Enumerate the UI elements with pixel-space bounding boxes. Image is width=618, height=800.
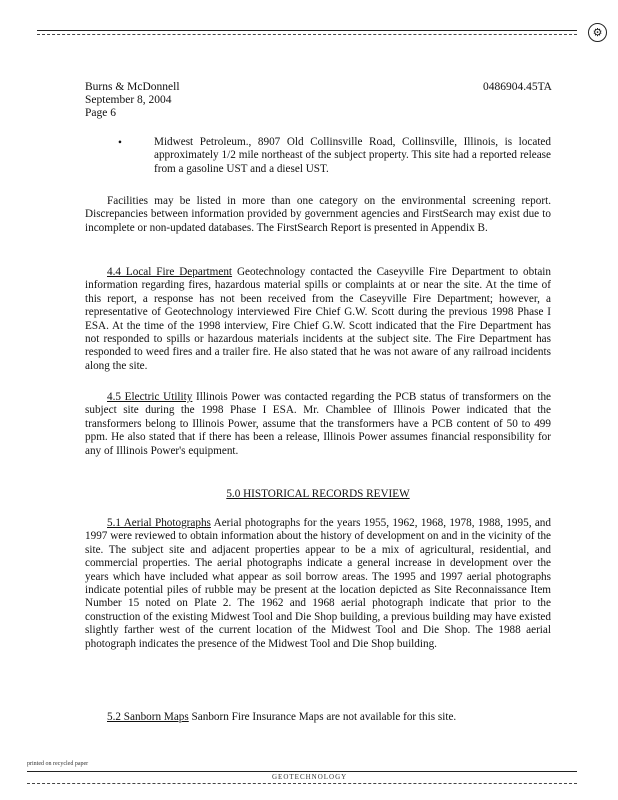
letterhead [85, 81, 180, 121]
section-4-4-text: Geotechnology contacted the Caseyville Fire Department to obtain information regarding fires, hazardous material spills or complaints at or near the site. At the time of this report, a response has not been received from the Caseyville Fire Department; however, a representative of Geotechnology interviewed Fire Chief G.W. Scott during the previous 1998 Phase I ESA. At the time of the 1998 interview, Fire Chief G.W. Scott indicated that the Fire Department has not responded to spills or hazardous materials incidents at the subject site. The Fire Department has responded to weed fires and a trailer fire. He also stated that he was not aware of any railroad incidents along the site. [85, 266, 551, 372]
top-scan-rule [37, 30, 577, 31]
footer-mark: GEOTECHNOLOGY [272, 773, 348, 781]
firm-name: Burns & McDonnell [85, 81, 180, 93]
section-4-5 [85, 391, 551, 458]
letter-date: September 8, 2004 [85, 94, 172, 107]
footer-rule [27, 771, 577, 772]
section-5-2-heading: 5.2 Sanborn Maps [107, 711, 189, 723]
page-number: Page 6 [85, 107, 116, 120]
bullet-marker: • [118, 137, 122, 149]
section-5-1-heading: 5.1 Aerial Photographs [107, 517, 211, 529]
section-4-5-text: Illinois Power was contacted regarding the PCB status of transformers on the subject site during the 1998 Phase I ESA. Mr. Chamblee of Illinois Power indicated that the transformers belong to Illinois Power, assume that the transformers have a PCB content of 50 to 499 ppm. He also stated that if there has been a release, Illinois Power assumes financial responsibility for any of Illinois Power's equipment. [85, 391, 552, 457]
section-5-1-text: Aerial photographs for the years 1955, 1962, 1968, 1978, 1988, 1995, and 1997 were reviewed to obtain information about the history of development on and in the vicinity of the site. The subject site and adjacent properties appear to be a mix of agricultural, residential, and commercial properties. The aerial photographs indicate a general increase in development over the years which have included what appear as soil borrow areas. The 1995 and 1997 aerial photographs indicate potential piles of rubble may be present at the location depicted as Site Reconnaissance Item Number 15 noted on Plate 2. The 1962 and 1968 aerial photograph indicate that prior to the construction of the existing Midwest Tool and Die Shop building, a previous building may have existed slightly farther west of the current location of the Midwest Tool and Die Shop. The 1988 aerial photograph indicates the presence of the Midwest Tool and Die Shop building. [85, 517, 551, 650]
top-scan-dashes [37, 34, 577, 35]
footer-scan-dashes [27, 783, 577, 784]
paragraph-facilities: Facilities may be listed in more than one category on the environmental screening report. Discrepancies between information provided by government agencies and FirstSearch may exist due to incomplete or non-updated databases. The FirstSearch Report is presented in Appendix B. [85, 195, 551, 234]
section-4-4-heading: 4.4 Local Fire Department [107, 266, 233, 278]
section-5-title: 5.0 HISTORICAL RECORDS REVIEW [226, 488, 410, 500]
section-4-5-heading: 4.5 Electric Utility [107, 391, 193, 403]
project-number: 0486904.45TA [482, 81, 552, 93]
section-5-2-text: Sanborn Fire Insurance Maps are not available for this site. [188, 711, 457, 723]
bullet-midwest-petroleum: Midwest Petroleum., 8907 Old Collinsville Road, Collinsville, Illinois, is located approximately 1/2 mile northeast of the subject property. This site had a reported release from a gasoline UST and a diesel UST. [154, 136, 551, 175]
seal-logo-icon: ⚙ [588, 23, 607, 42]
footer-recycled-note: printed on recycled paper [27, 761, 89, 767]
section-4-4 [85, 266, 551, 373]
section-5-1 [85, 517, 551, 651]
section-5-2 [85, 711, 551, 724]
